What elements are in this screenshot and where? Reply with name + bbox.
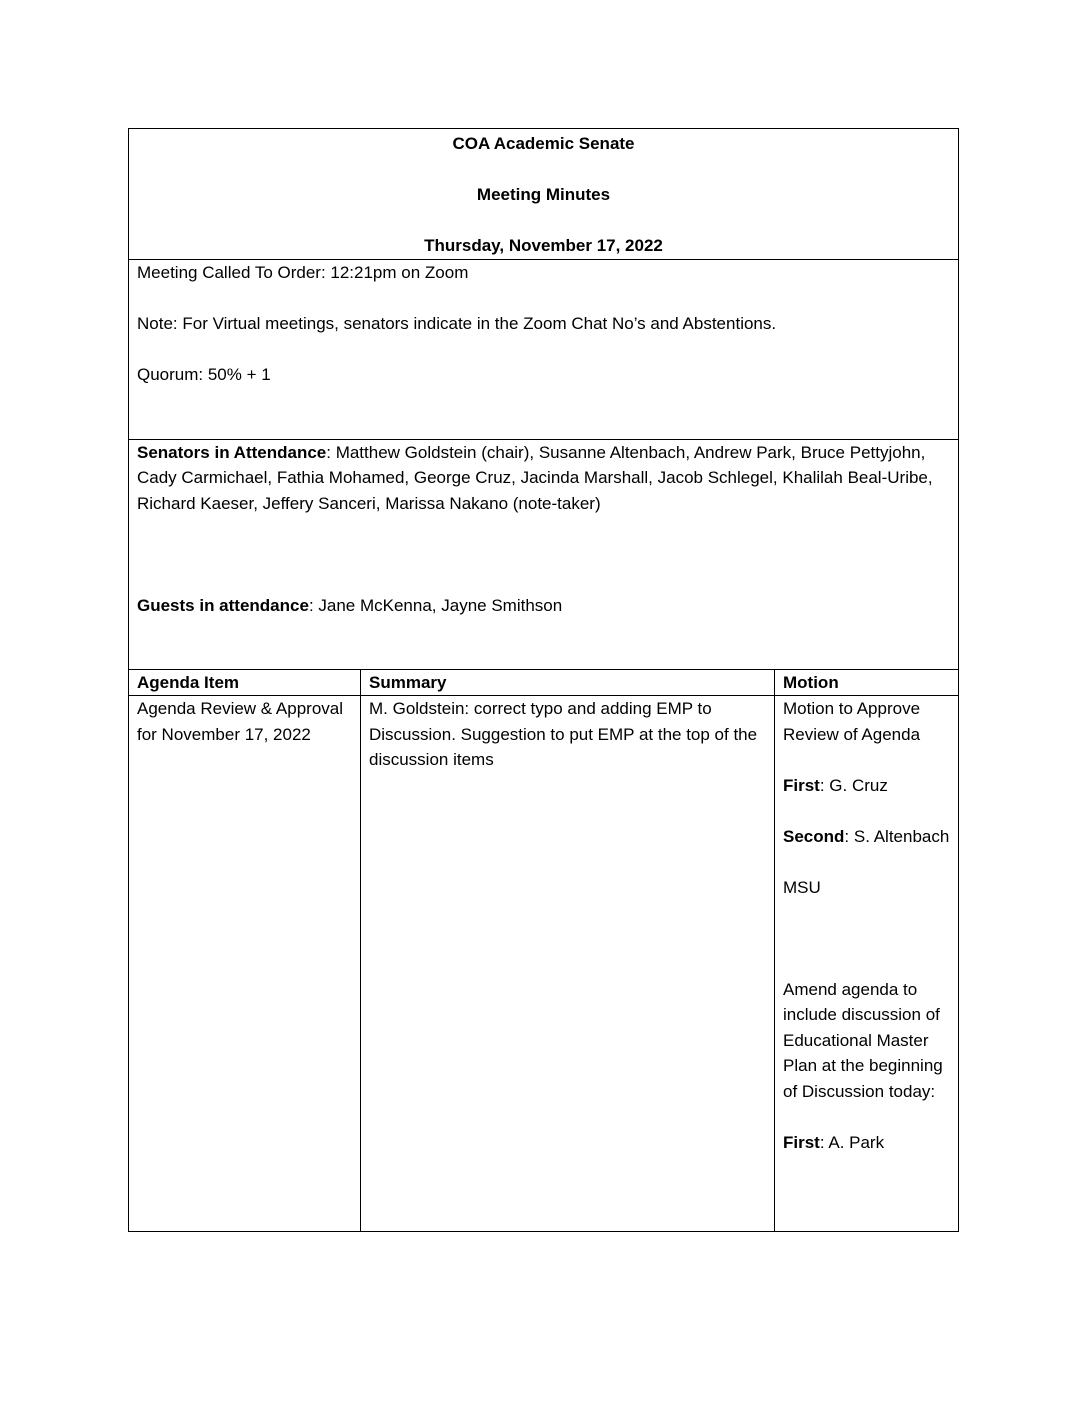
motion-first [783, 773, 950, 799]
document-title: Meeting Minutes [476, 185, 611, 204]
called-to-order: Meeting Called To Order: 12:21pm on Zoom [137, 262, 469, 282]
amend-first-value: : A. Park [819, 1132, 885, 1152]
guests-in-attendance [137, 593, 950, 619]
intro-cell [129, 259, 959, 439]
senators-list: : Matthew Goldstein (chair), Susanne Altenbach, Andrew Park, Bruce Pettyjohn, Cady Carmichael, Fathia Mohamed, George Cruz, Jacinda Marshall, Jacob Schlegel, Khalilah Beal-Uribe, Richard Kaeser, Jeffery Sanceri, Marissa Nakano (note-taker) [137, 442, 933, 513]
motion-second [783, 824, 950, 850]
senators-in-attendance [137, 440, 950, 517]
quorum: Quorum: 50% + 1 [137, 364, 271, 384]
table-row [129, 696, 959, 1232]
summary-cell [361, 696, 775, 1232]
amend-first-label: First [783, 1132, 820, 1152]
col-header-agenda-item: Agenda Item [129, 669, 361, 696]
col-header-motion: Motion [775, 669, 959, 696]
header-cell [129, 129, 959, 260]
second-label: Second [783, 826, 845, 846]
intro-row [129, 259, 959, 439]
header-row [129, 129, 959, 260]
motion-cell [775, 696, 959, 1232]
first-value: : G. Cruz [819, 775, 888, 795]
virtual-note: Note: For Virtual meetings, senators indicate in the Zoom Chat No’s and Abstentions. [137, 313, 777, 333]
senators-label: Senators in Attendance [137, 442, 327, 462]
agenda-header-row [129, 669, 959, 696]
attendance-row [129, 439, 959, 669]
guests-list: : Jane McKenna, Jayne Smithson [308, 595, 563, 615]
motion-result: MSU [783, 877, 821, 897]
agenda-item: Agenda Review & Approval for November 17, 2022 [137, 699, 344, 744]
col-header-summary: Summary [361, 669, 775, 696]
org-name: COA Academic Senate [452, 134, 635, 153]
second-value: : S. Altenbach [844, 826, 950, 846]
amend-first [783, 1130, 950, 1156]
agenda-item-cell [129, 696, 361, 1232]
minutes-table [128, 128, 959, 1232]
guests-label: Guests in attendance [137, 595, 309, 615]
motion-text: Motion to Approve Review of Agenda [783, 699, 921, 744]
summary-text: M. Goldstein: correct typo and adding EMP to Discussion. Suggestion to put EMP at the top of the discussion items [369, 699, 758, 769]
meeting-date: Thursday, November 17, 2022 [424, 236, 663, 255]
minutes-document [128, 128, 958, 1232]
first-label: First [783, 775, 820, 795]
amend-text: Amend agenda to include discussion of Educational Master Plan at the beginning of Discussion today: [783, 979, 943, 1101]
attendance-cell [129, 439, 959, 669]
